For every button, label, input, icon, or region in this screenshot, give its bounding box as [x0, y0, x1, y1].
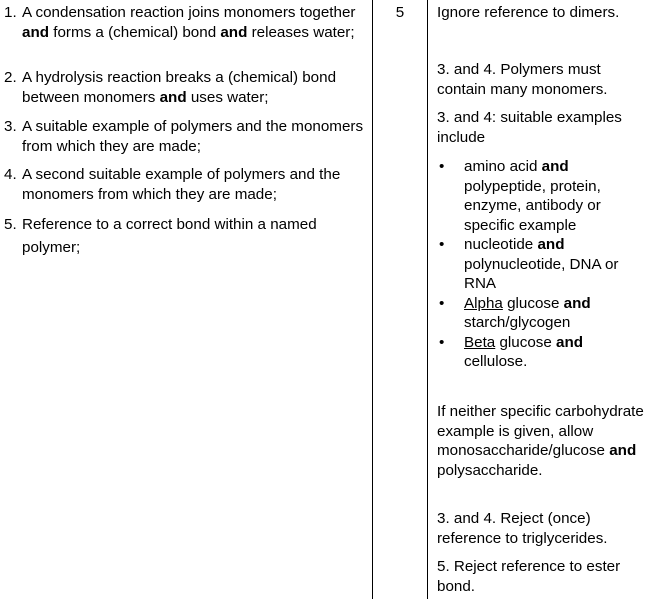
example-bold: and [563, 294, 591, 312]
example-underlined: Beta [464, 333, 496, 351]
answer-point-3 [4, 117, 364, 156]
example-bold: and [541, 158, 569, 175]
guidance-ignore-dimers: Ignore reference to dimers. [437, 4, 620, 21]
answer-text: A condensation reaction joins monomers together [22, 4, 356, 21]
answer-bold: and [22, 23, 50, 41]
answer-text: A second suitable example of polymers and the monomers from which they are made; [22, 166, 341, 203]
bullet-icon: • [439, 236, 445, 253]
answer-text: A hydrolysis reaction breaks a (chemical) bond between monomers [22, 69, 337, 106]
example-text: polynucleotide, DNA or RNA [464, 255, 619, 292]
example-text: polypeptide, protein, enzyme, antibody or specific example [464, 177, 601, 234]
answer-number: 1. [4, 4, 17, 21]
example-item [437, 333, 649, 372]
example-bold: and [556, 333, 584, 351]
guidance-text: If neither specific carbohydrate example is given, allow monosaccharide/glucose [437, 403, 644, 459]
bullet-icon: • [439, 333, 445, 351]
example-text: amino acid [464, 158, 542, 175]
example-text: cellulose. [464, 353, 528, 370]
example-item [437, 294, 649, 333]
answer-point-5 [4, 213, 364, 259]
answer-text: forms a (chemical) bond [49, 23, 221, 41]
guidance-neither-example [437, 402, 649, 480]
guidance-reject-ester: 5. Reject reference to ester bond. [437, 558, 621, 595]
answer-point-4 [4, 165, 364, 204]
example-bold: and [537, 236, 565, 253]
example-underlined: Alpha [464, 294, 503, 312]
guidance-column [428, 0, 652, 599]
answer-number: 5. [4, 216, 17, 233]
examples-list [437, 157, 649, 372]
example-text: nucleotide [464, 236, 538, 253]
example-text: glucose [502, 294, 564, 312]
example-text: glucose [495, 333, 557, 351]
example-text: starch/glycogen [464, 314, 571, 331]
guidance-examples-intro: 3. and 4: suitable examples include [437, 109, 622, 146]
answer-text: releases water; [247, 23, 355, 41]
answer-number: 2. [4, 69, 17, 86]
answer-point-1 [4, 3, 364, 42]
example-item [437, 235, 649, 294]
answer-text: Reference to a correct bond within a named polymer; [22, 216, 317, 256]
guidance-polymers-many: 3. and 4. Polymers must contain many monomers. [437, 61, 608, 98]
guidance-text: polysaccharide. [437, 461, 543, 479]
bullet-icon: • [439, 294, 445, 312]
guidance-reject-triglycerides: 3. and 4. Reject (once) reference to triglycerides. [437, 510, 608, 547]
marks-column [372, 0, 428, 599]
answer-text: A suitable example of polymers and the monomers from which they are made; [22, 118, 364, 155]
example-item [437, 157, 649, 235]
answer-number: 3. [4, 118, 17, 135]
bullet-icon: • [439, 158, 445, 175]
answer-text: uses water; [186, 88, 269, 106]
marks-value: 5 [395, 4, 405, 21]
answer-number: 4. [4, 166, 17, 183]
guidance-bold: and [609, 442, 637, 459]
answer-bold: and [159, 88, 187, 106]
answer-point-2 [4, 68, 364, 107]
answer-bold: and [220, 23, 248, 41]
